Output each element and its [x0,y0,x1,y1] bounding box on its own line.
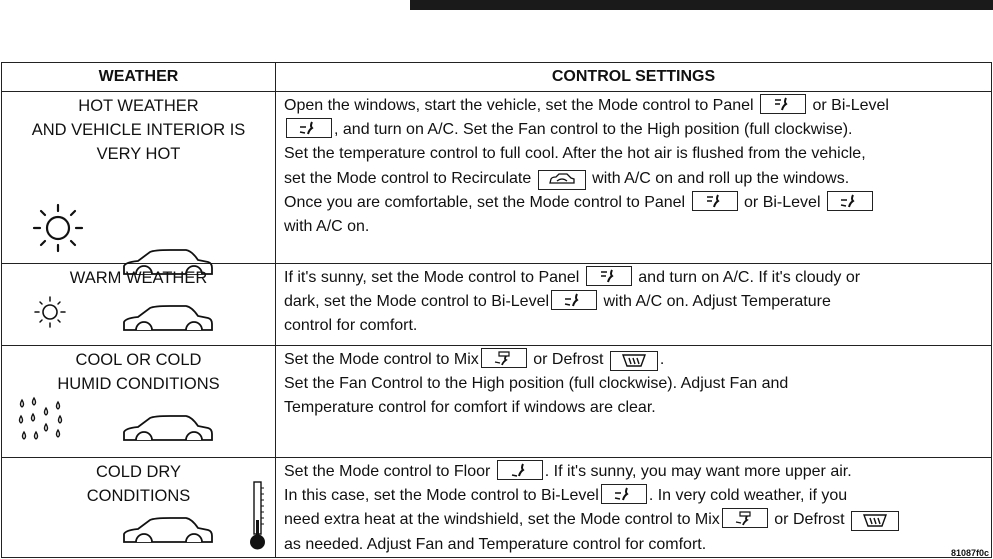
car-icon [120,514,216,552]
control-settings-cell: If it's sunny, set the Mode control to Panel and turn on A/C. If it's cloudy or dark, set the Mode control to Bi-Level with A/C on. Adjust Temperature control for comfort. [276,264,992,346]
panel-mode-icon [692,191,738,211]
weather-header: WEATHER [2,63,276,92]
bilevel-mode-icon [827,191,873,211]
floor-mode-icon [497,460,543,480]
sun-small-icon [32,294,72,330]
table-row [2,458,992,558]
weather-title: COOL OR COLD HUMID CONDITIONS [57,351,220,393]
weather-cell [2,458,276,558]
car-icon [120,412,216,450]
table-row [2,92,992,264]
weather-cell [2,346,276,458]
weather-title: COLD DRY CONDITIONS [86,463,191,505]
bilevel-mode-icon [601,484,647,504]
defrost-mode-icon [851,511,899,531]
panel-mode-icon [760,94,806,114]
table-header-row [2,63,992,92]
control-settings-cell: Set the Mode control to Floor . If it's sunny, you may want more upper air. In this case, set the Mode control to Bi-Level . In very cold weather, if you need extra heat at the windshield, set the Mode control to Mix or Defrost as needed. Adjust Fan and Temperature control for comfort. [276,458,992,558]
control-settings-cell: Open the windows, start the vehicle, set the Mode control to Panel or Bi-Level , and turn on A/C. Set the Fan control to the High position (full clockwise). Set the temperature control to full cool. After the hot air is flushed from the vehicle, set the Mode control to Recirculate with A/C on and roll up the windows. Once you are comfortable, set the Mode control to Panel or Bi-Level with A/C on. [276,92,992,264]
bilevel-mode-icon [551,290,597,310]
figure-code: 81087f0c [950,548,989,558]
weather-cell [2,264,276,346]
mix-mode-icon [722,508,768,528]
sun-large-icon [30,200,92,256]
weather-title: WARM WEATHER [69,269,208,287]
panel-mode-icon [586,266,632,286]
control-settings-header: CONTROL SETTINGS [276,63,992,92]
raindrops-icon [16,396,76,448]
mix-mode-icon [481,348,527,368]
weather-title: HOT WEATHER AND VEHICLE INTERIOR IS VERY HOT [31,97,246,163]
control-settings-cell: Set the Mode control to Mix or Defrost . Set the Fan Control to the High position (full clockwise). Adjust Fan and Temperature control for comfort if windows are clear. [276,346,992,458]
table-row [2,264,992,346]
weather-control-table [1,62,992,558]
car-icon [120,302,216,340]
weather-cell [2,92,276,264]
top-bar [410,0,993,10]
defrost-mode-icon [610,351,658,371]
thermometer-icon [246,480,270,552]
recirculate-mode-icon [538,170,586,190]
table-row [2,346,992,458]
bilevel-mode-icon [286,118,332,138]
